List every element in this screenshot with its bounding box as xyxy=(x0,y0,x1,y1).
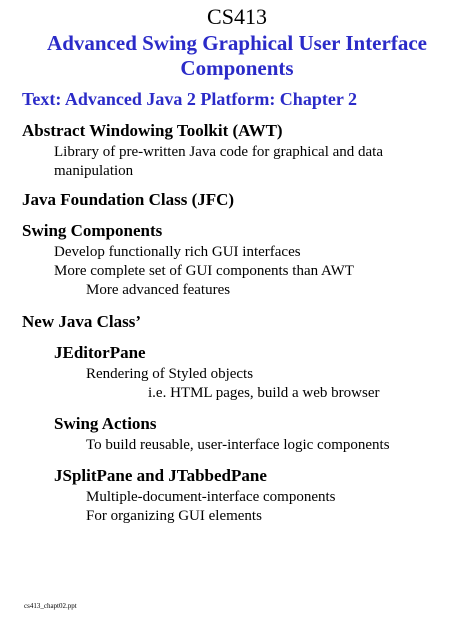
jeditorpane-item: Rendering of Styled objects xyxy=(86,366,254,382)
awt-description: Library of pre-written Java code for graphical and data manipulation xyxy=(54,144,384,179)
course-code: CS413 xyxy=(207,4,267,29)
jfc-heading: Java Foundation Class (JFC) xyxy=(22,190,235,209)
slide-title-line-1: Advanced Swing Graphical User Interface xyxy=(47,31,427,55)
awt-heading: Abstract Windowing Toolkit (AWT) xyxy=(22,121,283,140)
swing-item-1: Develop functionally rich GUI interfaces xyxy=(54,244,301,260)
slide-title-line-2: Components xyxy=(180,56,294,80)
slide-title xyxy=(0,31,474,81)
jeditorpane-sub: i.e. HTML pages, build a web browser xyxy=(148,385,380,401)
jsplit-heading: JSplitPane and JTabbedPane xyxy=(54,466,267,485)
slide-subtitle: Text: Advanced Java 2 Platform: Chapter 2 xyxy=(22,89,357,109)
swing-item-2-sub: More advanced features xyxy=(86,282,231,298)
new-classes-heading: New Java Class’ xyxy=(22,312,141,331)
jsplit-item-1: Multiple-document-interface components xyxy=(86,489,336,505)
swing-components-heading: Swing Components xyxy=(22,221,163,240)
swing-item-2: More complete set of GUI components than AWT xyxy=(54,263,354,279)
swing-actions-item: To build reusable, user-interface logic components xyxy=(86,437,390,453)
jsplit-item-2: For organizing GUI elements xyxy=(86,508,262,524)
jeditorpane-heading: JEditorPane xyxy=(54,343,146,362)
footer-filename: cs413_chapt02.ppt xyxy=(24,602,77,610)
swing-actions-heading: Swing Actions xyxy=(54,414,157,433)
